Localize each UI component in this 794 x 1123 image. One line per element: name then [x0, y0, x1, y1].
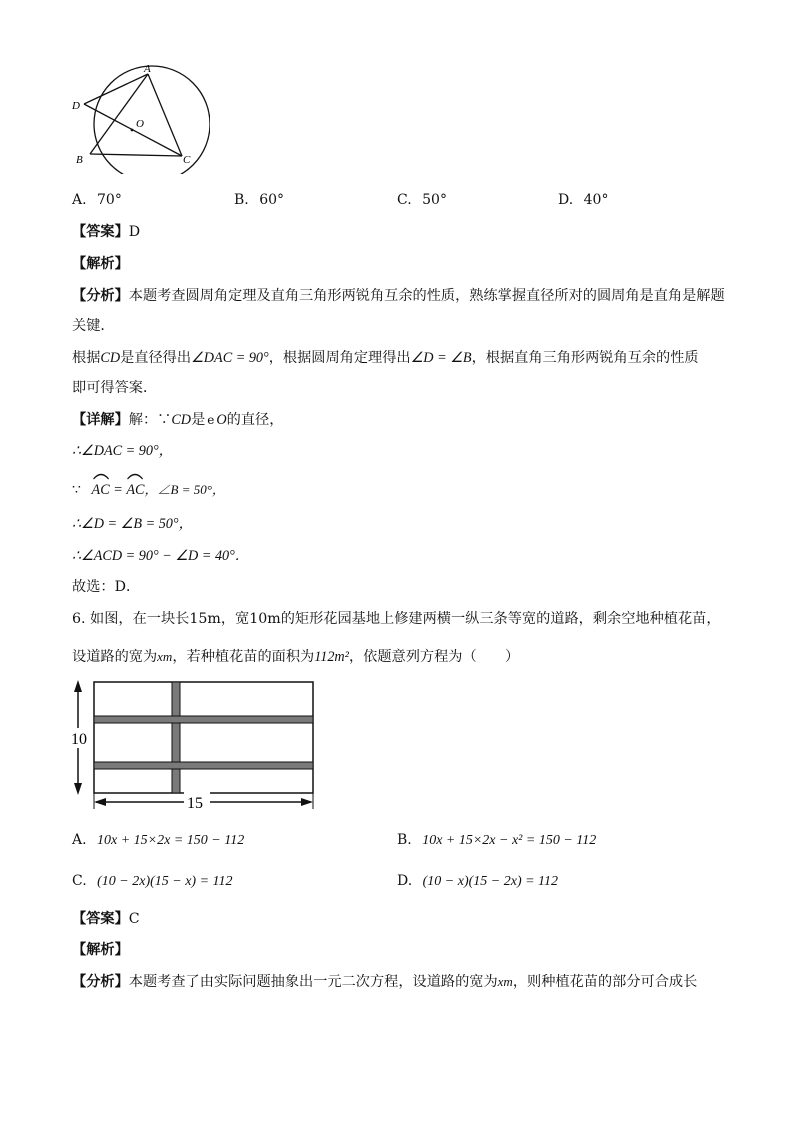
- option-letter: A.: [72, 832, 87, 848]
- answer-value: D: [128, 224, 141, 240]
- math-eq1: ∠DAC = 90°: [191, 350, 269, 366]
- math-b50: ，∠B = 50°，: [144, 482, 225, 497]
- q5-line3: [72, 348, 699, 368]
- answer-label: 【答案】: [72, 224, 129, 240]
- circle-figure: [70, 62, 210, 174]
- option-text: 40°: [583, 192, 609, 208]
- q6-answer: [72, 909, 140, 929]
- q5-step3: ∴∠D = ∠B = 50°，: [72, 516, 193, 532]
- because-symbol: ∵: [72, 482, 82, 498]
- math-ac: AC: [126, 482, 145, 498]
- label-A: A: [144, 63, 151, 75]
- q5-option-d: [558, 192, 608, 208]
- garden-figure: [70, 678, 320, 810]
- option-text: (10 − 2x)(15 − x) = 112: [97, 874, 233, 889]
- q6-option-b: [397, 832, 596, 849]
- math-eq2: ∠D = ∠B: [410, 350, 472, 366]
- option-letter: B.: [397, 832, 412, 848]
- q5-step2: [72, 480, 225, 500]
- q6-line2: [72, 647, 519, 667]
- text: 是直径得出: [120, 350, 192, 366]
- math-x: xm: [157, 649, 173, 664]
- option-text: (10 − x)(15 − 2x) = 112: [422, 874, 559, 889]
- option-letter: C.: [72, 873, 87, 889]
- q5-option-a: [72, 192, 122, 208]
- math-eq: =: [109, 482, 127, 498]
- q6-option-a: [72, 832, 244, 849]
- option-text: 70°: [97, 192, 122, 208]
- arc-ac-2: [126, 480, 144, 500]
- xiangjie-label: 【详解】: [72, 412, 129, 428]
- q5-xiangjie: [72, 410, 283, 430]
- q5-step1: ∴∠DAC = 90°，: [72, 443, 173, 459]
- option-text: 10x + 15×2x = 150 − 112: [97, 833, 245, 848]
- option-letter: A.: [72, 192, 87, 208]
- text: ，根据圆周角定理得出: [268, 350, 411, 366]
- q5-choice: 故选：D．: [72, 579, 141, 595]
- text: ，依题意列方程为（ ）: [348, 649, 520, 665]
- q5-option-c: [397, 192, 447, 208]
- math-ac: AC: [91, 482, 110, 498]
- q6-fenxi: [72, 972, 697, 992]
- fenxi-label: 【分析】: [72, 288, 129, 304]
- q5-line4: 即可得答案．: [72, 380, 158, 396]
- label-B: B: [76, 154, 83, 166]
- arc-mark-icon: [126, 472, 144, 480]
- text: 的直径，: [226, 412, 284, 428]
- math-area: 112m²: [314, 649, 349, 665]
- q6-option-d: [397, 873, 558, 890]
- q5-option-b: [234, 192, 284, 208]
- q5-fenxi-line1: [72, 286, 725, 306]
- math-x: xm: [497, 974, 513, 989]
- option-text: 50°: [422, 192, 447, 208]
- option-letter: D.: [558, 192, 574, 208]
- fenxi-text: 本题考查圆周角定理及直角三角形两锐角互余的性质，熟练掌握直径所对的圆周角是直角是解题: [128, 288, 725, 304]
- arc-ac-1: [92, 480, 110, 500]
- text: ，若种植花苗的面积为: [172, 649, 315, 665]
- q5-step4: ∴∠ACD = 90° − ∠D = 40°．: [72, 548, 249, 564]
- text: ，则种植花苗的部分可合成长: [512, 974, 698, 990]
- q5-jiexi: 【解析】: [72, 256, 129, 272]
- option-letter: B.: [234, 192, 249, 208]
- circle-symbol: e: [207, 413, 215, 427]
- math-cd: CD: [171, 412, 192, 428]
- option-text: 60°: [259, 192, 285, 208]
- option-letter: D.: [397, 873, 413, 889]
- text: 设道路的宽为: [72, 649, 158, 665]
- q5-answer: [72, 222, 140, 242]
- label-D: D: [72, 100, 80, 112]
- label-O: O: [136, 118, 144, 130]
- text: 本题考查了由实际问题抽象出一元二次方程，设道路的宽为: [128, 974, 498, 990]
- arc-mark-icon: [92, 472, 110, 480]
- height-label: 10: [71, 731, 87, 748]
- answer-label: 【答案】: [72, 911, 129, 927]
- text: 是: [191, 412, 206, 428]
- q6-jiexi: 【解析】: [72, 942, 129, 958]
- answer-value: C: [128, 911, 140, 927]
- q6-option-c: [72, 873, 233, 890]
- text: ，根据直角三角形两锐角互余的性质: [471, 350, 699, 366]
- text: 根据: [72, 350, 101, 366]
- math-o: O: [216, 412, 227, 428]
- fenxi-label: 【分析】: [72, 974, 129, 990]
- math-cd: CD: [100, 350, 121, 366]
- option-letter: C.: [397, 192, 412, 208]
- option-text: 10x + 15×2x − x² = 150 − 112: [422, 833, 597, 848]
- text: 解：∵: [128, 412, 172, 428]
- q5-fenxi-line2: 关键．: [72, 318, 115, 334]
- q6-line1: 6. 如图，在一块长15m，宽10m的矩形花园基地上修建两横一纵三条等宽的道路，剩余空地种植花苗，: [72, 611, 721, 627]
- width-label: 15: [187, 795, 203, 810]
- label-C: C: [183, 154, 191, 166]
